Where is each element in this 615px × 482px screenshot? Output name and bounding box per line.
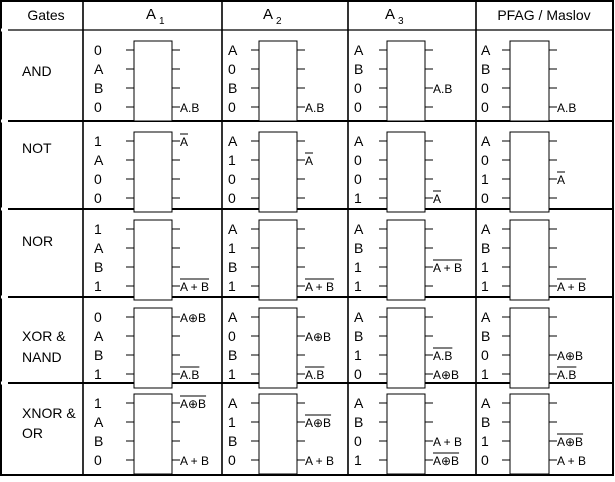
output-expression: A bbox=[180, 135, 189, 149]
input-value: 0 bbox=[94, 452, 102, 468]
input-value: 0 bbox=[228, 99, 236, 115]
input-value: A bbox=[481, 309, 491, 325]
output-expression: A.B bbox=[180, 368, 200, 382]
output-expression: A.B bbox=[433, 82, 453, 96]
input-value: 0 bbox=[354, 152, 362, 168]
input-value: 1 bbox=[354, 190, 362, 206]
input-value: B bbox=[481, 414, 491, 430]
input-value: A bbox=[228, 395, 238, 411]
gate-label: XNOR & bbox=[22, 405, 76, 421]
input-value: B bbox=[94, 347, 104, 363]
input-value: B bbox=[228, 433, 238, 449]
output-expression: A + B bbox=[557, 454, 587, 468]
input-value: 0 bbox=[94, 99, 102, 115]
gate-box bbox=[134, 220, 172, 300]
input-value: 0 bbox=[94, 309, 102, 325]
input-value: A bbox=[228, 133, 238, 149]
output-expression: A.B bbox=[433, 349, 453, 363]
input-value: B bbox=[481, 61, 491, 77]
input-value: 1 bbox=[228, 414, 236, 430]
header-pfag-maslov: PFAG / Maslov bbox=[497, 7, 591, 23]
gate-label: AND bbox=[22, 63, 52, 79]
input-value: B bbox=[94, 433, 104, 449]
gate-label: NAND bbox=[22, 349, 62, 365]
input-value: A bbox=[228, 309, 238, 325]
input-value: B bbox=[354, 240, 364, 256]
gate-box bbox=[387, 394, 425, 474]
input-value: 0 bbox=[94, 190, 102, 206]
gate-label: NOR bbox=[22, 233, 54, 249]
input-value: A bbox=[228, 42, 238, 58]
input-value: A bbox=[354, 42, 364, 58]
header-a3: A bbox=[384, 6, 396, 23]
output-expression: A⊕B bbox=[557, 349, 584, 363]
input-value: B bbox=[228, 259, 238, 275]
input-value: 0 bbox=[228, 328, 236, 344]
input-value: 0 bbox=[481, 80, 489, 96]
input-value: 0 bbox=[481, 99, 489, 115]
output-expression: A + B bbox=[305, 280, 335, 294]
input-value: 0 bbox=[94, 171, 102, 187]
input-value: B bbox=[354, 328, 364, 344]
input-value: 0 bbox=[354, 433, 362, 449]
output-expression: A.B bbox=[557, 101, 577, 115]
input-value: 1 bbox=[94, 366, 102, 382]
input-value: A bbox=[94, 414, 104, 430]
output-expression: A.B bbox=[305, 368, 325, 382]
input-value: 0 bbox=[481, 152, 489, 168]
gate-box bbox=[387, 220, 425, 300]
input-value: B bbox=[354, 414, 364, 430]
gate-box bbox=[259, 308, 297, 388]
input-value: A bbox=[354, 395, 364, 411]
gate-box bbox=[510, 308, 549, 388]
header-a1: A bbox=[145, 6, 157, 23]
output-expression: A⊕B bbox=[557, 435, 584, 449]
gate-box bbox=[259, 132, 297, 212]
input-value: 1 bbox=[94, 133, 102, 149]
input-value: A bbox=[94, 61, 104, 77]
input-value: A bbox=[354, 309, 364, 325]
input-value: 1 bbox=[228, 240, 236, 256]
input-value: 1 bbox=[354, 259, 362, 275]
input-value: B bbox=[94, 259, 104, 275]
input-value: 0 bbox=[94, 42, 102, 58]
input-value: 0 bbox=[481, 452, 489, 468]
input-value: 1 bbox=[481, 278, 489, 294]
output-expression: A.B bbox=[305, 101, 325, 115]
input-value: 0 bbox=[228, 171, 236, 187]
input-value: A bbox=[94, 240, 104, 256]
input-value: B bbox=[481, 240, 491, 256]
output-expression: A + B bbox=[305, 454, 335, 468]
header-a3-subscript: 3 bbox=[398, 16, 404, 27]
input-value: 1 bbox=[228, 152, 236, 168]
input-value: A bbox=[94, 152, 104, 168]
input-value: 1 bbox=[481, 366, 489, 382]
input-value: 1 bbox=[481, 171, 489, 187]
input-value: 1 bbox=[354, 278, 362, 294]
input-value: 1 bbox=[94, 395, 102, 411]
input-value: A bbox=[481, 42, 491, 58]
input-value: 1 bbox=[354, 452, 362, 468]
header-gates: Gates bbox=[27, 7, 65, 23]
output-expression: A + B bbox=[180, 454, 210, 468]
gate-box bbox=[510, 41, 549, 121]
output-expression: A.B bbox=[180, 101, 200, 115]
input-value: A bbox=[481, 395, 491, 411]
gate-label: XOR & bbox=[22, 328, 66, 344]
input-value: 0 bbox=[228, 452, 236, 468]
input-value: A bbox=[94, 328, 104, 344]
input-value: A bbox=[354, 221, 364, 237]
output-expression: A bbox=[557, 173, 566, 187]
input-value: 0 bbox=[228, 190, 236, 206]
header-a2: A bbox=[262, 6, 274, 23]
input-value: B bbox=[228, 80, 238, 96]
input-value: B bbox=[94, 80, 104, 96]
gate-box bbox=[259, 394, 297, 474]
gate-label: NOT bbox=[22, 140, 52, 156]
gate-box bbox=[387, 132, 425, 212]
gate-box bbox=[134, 394, 172, 474]
output-expression: A⊕B bbox=[180, 311, 207, 325]
gate-box bbox=[134, 132, 172, 212]
gate-box bbox=[510, 394, 549, 474]
gate-label: OR bbox=[22, 425, 43, 441]
header-a1-subscript: 1 bbox=[159, 16, 165, 27]
header-a2-subscript: 2 bbox=[276, 16, 282, 27]
gate-box bbox=[259, 220, 297, 300]
input-value: A bbox=[481, 133, 491, 149]
gate-box bbox=[134, 41, 172, 121]
input-value: 1 bbox=[228, 278, 236, 294]
output-expression: A⊕B bbox=[305, 330, 332, 344]
input-value: 0 bbox=[354, 366, 362, 382]
input-value: 1 bbox=[94, 221, 102, 237]
input-value: 0 bbox=[354, 80, 362, 96]
input-value: 1 bbox=[481, 259, 489, 275]
input-value: A bbox=[354, 133, 364, 149]
input-value: A bbox=[228, 221, 238, 237]
gate-box bbox=[259, 41, 297, 121]
input-value: A bbox=[481, 221, 491, 237]
input-value: 1 bbox=[354, 347, 362, 363]
input-value: 1 bbox=[94, 278, 102, 294]
input-value: B bbox=[354, 61, 364, 77]
output-expression: A⊕B bbox=[305, 416, 332, 430]
output-expression: A bbox=[433, 192, 442, 206]
input-value: 0 bbox=[354, 99, 362, 115]
input-value: B bbox=[228, 347, 238, 363]
input-value: 1 bbox=[481, 433, 489, 449]
output-expression: A.B bbox=[557, 368, 577, 382]
output-expression: A + B bbox=[557, 280, 587, 294]
output-expression: A + B bbox=[433, 261, 463, 275]
output-expression: A⊕B bbox=[180, 397, 207, 411]
input-value: 0 bbox=[481, 347, 489, 363]
gate-box bbox=[387, 41, 425, 121]
gate-box bbox=[510, 220, 549, 300]
output-expression: A bbox=[305, 154, 314, 168]
output-expression: A + B bbox=[433, 435, 463, 449]
input-value: 0 bbox=[354, 171, 362, 187]
input-value: 1 bbox=[228, 366, 236, 382]
output-expression: A⊕B bbox=[433, 454, 460, 468]
input-value: 0 bbox=[228, 61, 236, 77]
gate-box bbox=[134, 308, 172, 388]
gate-box bbox=[510, 132, 549, 212]
gate-box bbox=[387, 308, 425, 388]
input-value: B bbox=[481, 328, 491, 344]
output-expression: A⊕B bbox=[433, 368, 460, 382]
output-expression: A + B bbox=[180, 280, 210, 294]
input-value: 0 bbox=[481, 190, 489, 206]
